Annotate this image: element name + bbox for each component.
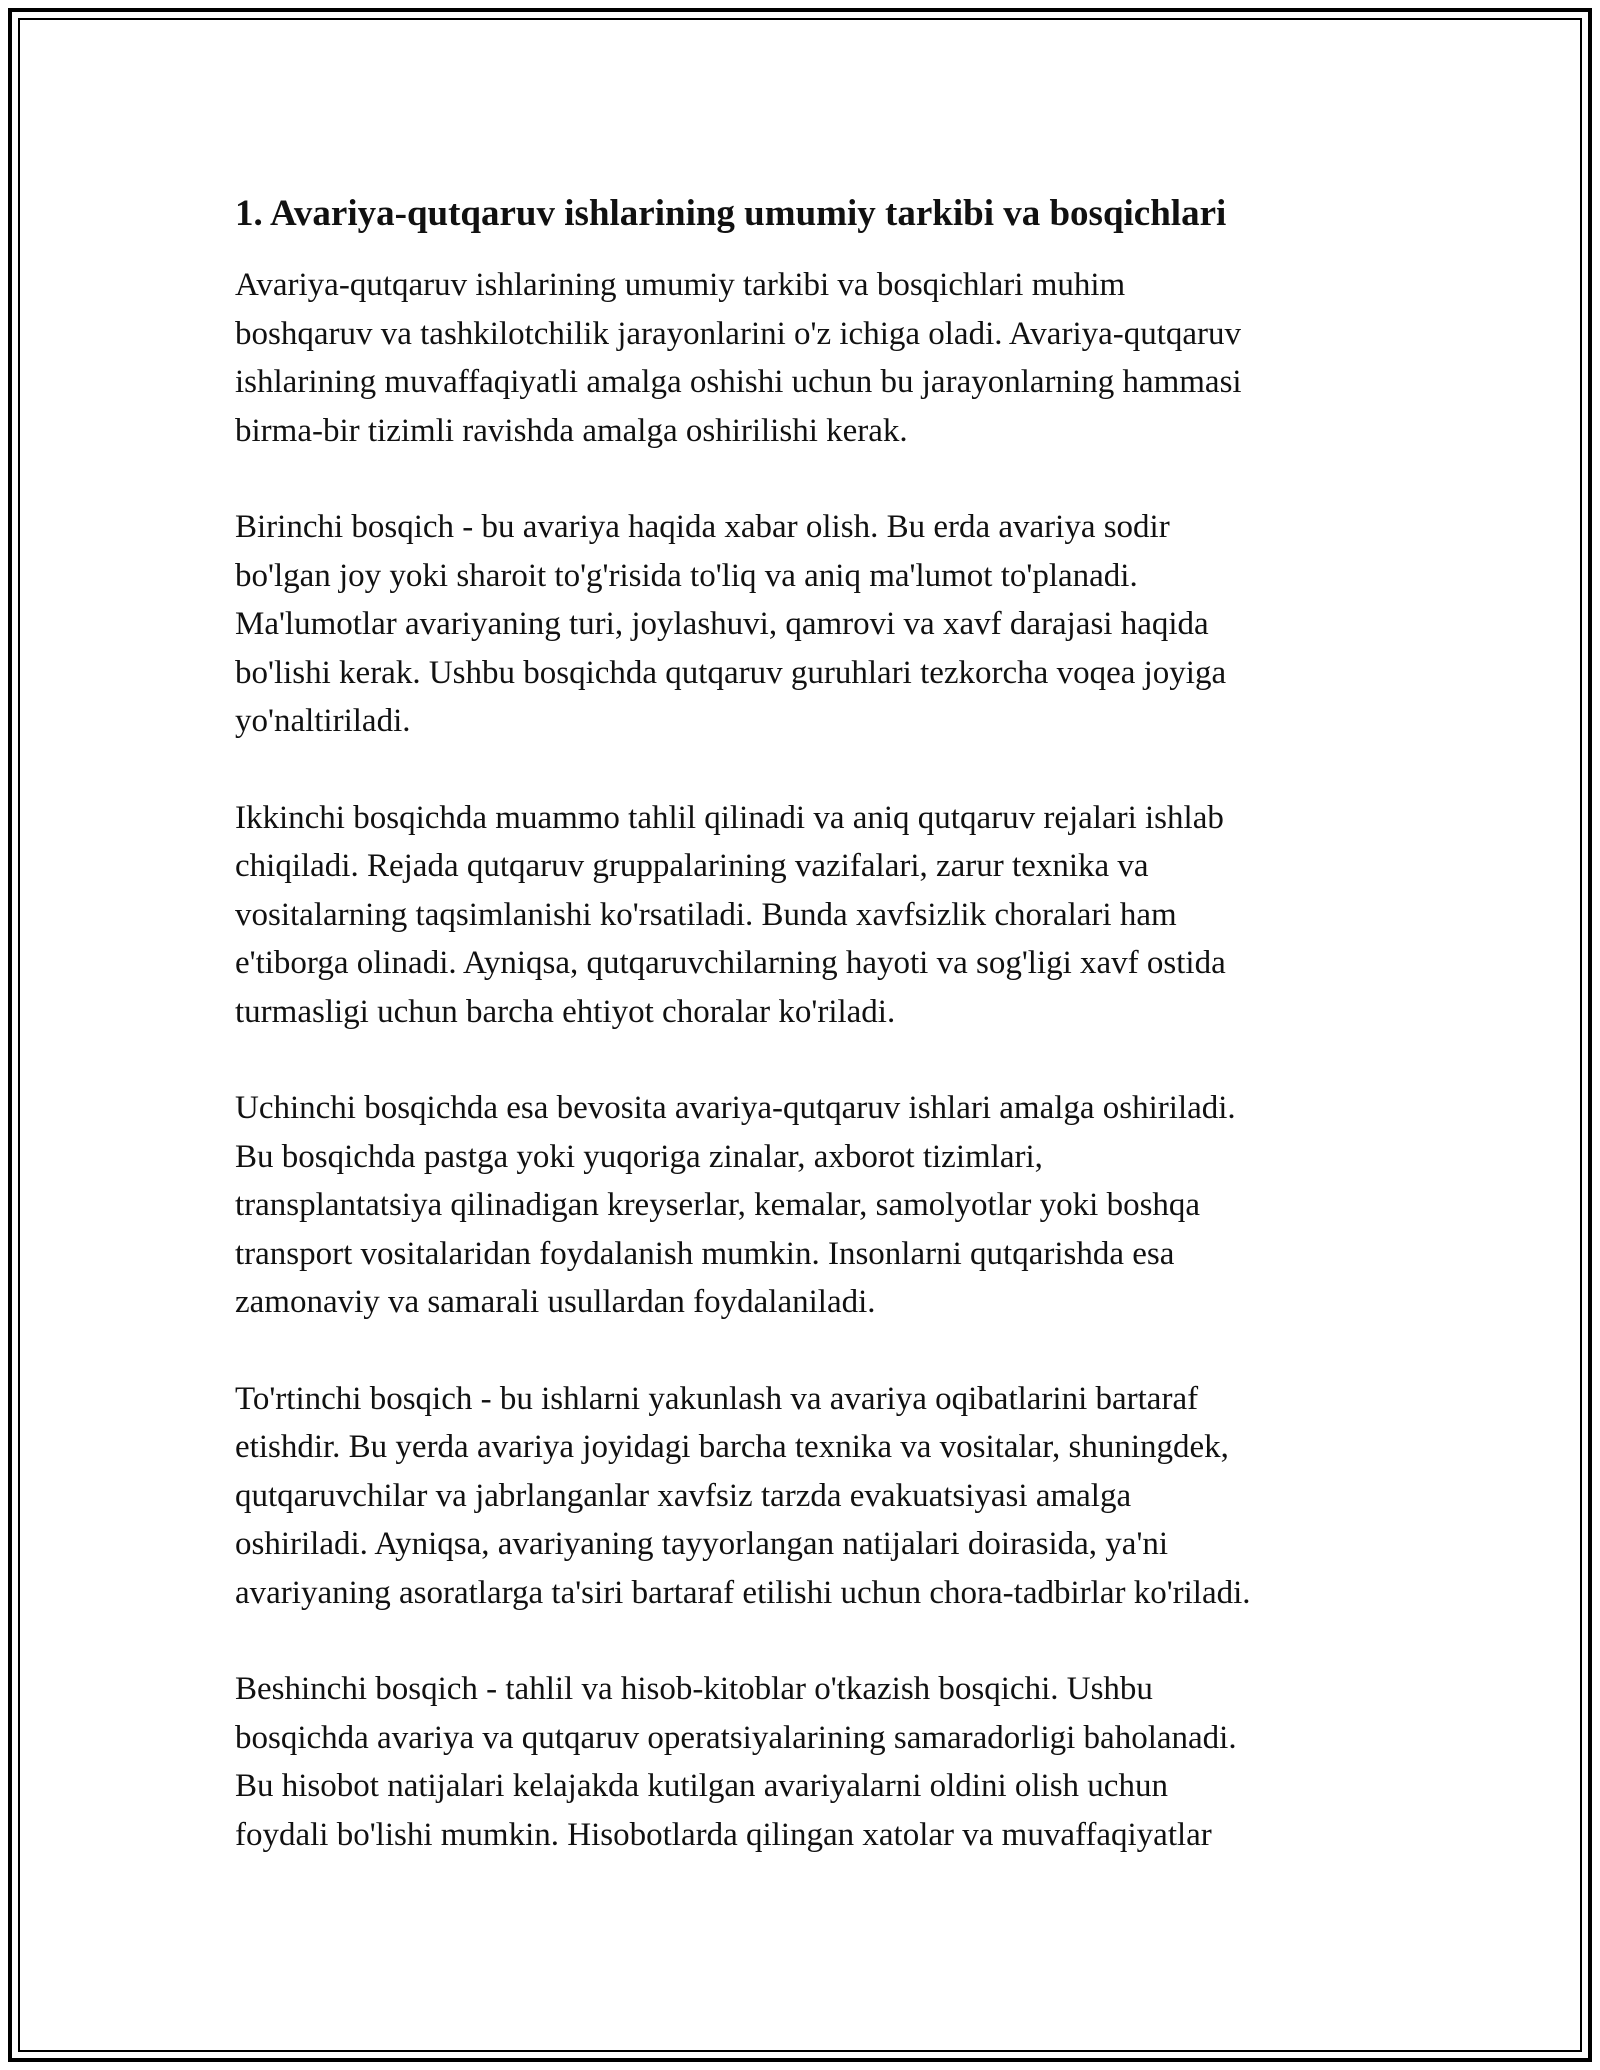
text-line: bo'lgan joy yoki sharoit to'g'risida to'liq va aniq ma'lumot to'planadi. (235, 557, 1138, 594)
text-line: bo'lishi kerak. Ushbu bosqichda qutqaruv guruhlari tezkorcha voqea joyiga (235, 654, 1227, 691)
paragraph-stage-5 (235, 1665, 1370, 1859)
text-line: Bu hisobot natijalari kelajakda kutilgan avariyalarni oldini olish uchun (235, 1768, 1168, 1804)
text-line: vositalarning taqsimlanishi ko'rsatiladi. Bunda xavfsizlik choralari ham (235, 896, 1177, 933)
paragraph-stage-2 (235, 794, 1370, 1037)
text-line: qutqaruvchilar va jabrlanganlar xavfsiz tarzda evakuatsiyasi amalga (235, 1477, 1132, 1514)
text-line: bosqichda avariya va qutqaruv operatsiyalarining samaradorligi baholanadi. (235, 1719, 1237, 1756)
text-line: turmasligi uchun barcha ehtiyot choralar ko'riladi. (235, 993, 896, 1030)
text-line: avariyaning asoratlarga ta'siri bartaraf etilishi uchun chora-tadbirlar ko'riladi. (235, 1574, 1251, 1611)
text-line: foydali bo'lishi mumkin. Hisobotlarda qilingan xatolar va muvaffaqiyatlar (235, 1816, 1212, 1853)
text-line: Avariya-qutqaruv ishlarining umumiy tarkibi va bosqichlari muhim (235, 267, 1126, 303)
text-line: Uchinchi bosqichda esa bevosita avariya-qutqaruv ishlari amalga oshiriladi. (235, 1090, 1236, 1126)
text-line: Birinchi bosqich - bu avariya haqida xabar olish. Bu erda avariya sodir (235, 509, 1170, 545)
text-line: etishdir. Bu yerda avariya joyidagi barcha texnika va vositalar, shuningdek, (235, 1429, 1229, 1465)
section-title: 1. Avariya-qutqaruv ishlarining umumiy tarkibi va bosqichlari (235, 193, 1227, 234)
text-line: Bu bosqichda pastga yoki yuqoriga zinalar, axborot tizimlari, (235, 1138, 1043, 1175)
text-line: boshqaruv va tashkilotchilik jarayonlarini o'z ichiga oladi. Avariya-qutqaruv (235, 315, 1242, 352)
text-line: Ma'lumotlar avariyaning turi, joylashuvi, qamrovi va xavf darajasi haqida (235, 606, 1209, 642)
paragraph-stage-3 (235, 1084, 1370, 1327)
paragraph-intro (235, 261, 1370, 455)
text-line: Ikkinchi bosqichda muammo tahlil qilinadi va aniq qutqaruv rejalari ishlab (235, 799, 1224, 836)
paragraph-stage-1 (235, 503, 1370, 746)
paragraph-stage-4 (235, 1375, 1370, 1618)
text-line: oshiriladi. Ayniqsa, avariyaning tayyorlangan natijalari doirasida, ya'ni (235, 1526, 1169, 1562)
text-line: ishlarining muvaffaqiyatli amalga oshishi uchun bu jarayonlarning hammasi (235, 364, 1242, 400)
text-line: Beshinchi bosqich - tahlil va hisob-kitoblar o'tkazish bosqichi. Ushbu (235, 1671, 1153, 1707)
text-line: To'rtinchi bosqich - bu ishlarni yakunlash va avariya oqibatlarini bartaraf (235, 1380, 1199, 1417)
text-line: e'tiborga olinadi. Ayniqsa, qutqaruvchilarning hayoti va sog'ligi xavf ostida (235, 945, 1226, 981)
document-body (235, 187, 1370, 1907)
text-line: transplantatsiya qilinadigan kreyserlar, kemalar, samolyotlar yoki boshqa (235, 1187, 1201, 1223)
text-line: transport vositalaridan foydalanish mumkin. Insonlarni qutqarishda esa (235, 1235, 1175, 1272)
text-line: chiqiladi. Rejada qutqaruv gruppalarining vazifalari, zarur texnika va (235, 848, 1149, 884)
text-line: zamonaviy va samarali usullardan foydalaniladi. (235, 1284, 876, 1320)
text-line: yo'naltiriladi. (235, 703, 411, 739)
text-line: birma-bir tizimli ravishda amalga oshirilishi kerak. (235, 412, 908, 449)
